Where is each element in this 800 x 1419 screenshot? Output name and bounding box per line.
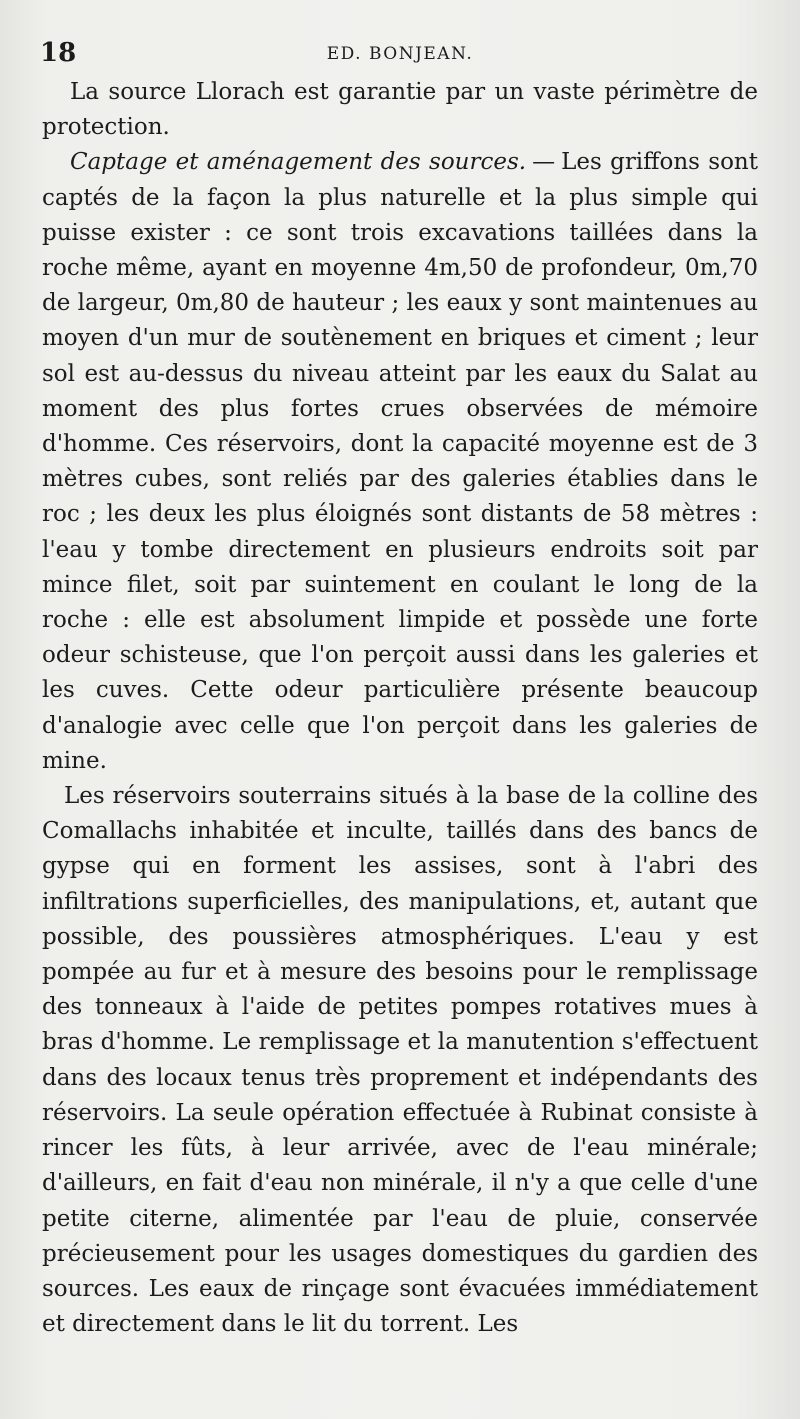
page-number: 18 xyxy=(40,38,77,68)
section-heading: Captage et aménagement des sources. xyxy=(70,149,527,176)
page-header xyxy=(40,38,760,72)
em-dash: — xyxy=(532,149,556,176)
paragraph-captage-body: Les griffons sont captés de la façon la plus naturelle et la plus simple qui puisse exister : ce sont trois excavations taillées dans la roche même, ayant en moyenne 4m,50 de profondeur, 0m,70 de largeur, 0m,80 de hauteur ; les eaux y sont maintenues au moyen d'un mur de soutènement en briques et ciment ; leur sol est au-dessus du niveau atteint par les eaux du Salat au moment des plus fortes crues observées de mémoire d'homme. Ces réservoirs, dont la capacité moyenne est de 3 mètres cubes, sont reliés par des galeries établies dans le roc ; les deux les plus éloignés sont distants de 58 mètres : l'eau y tombe directement en plusieurs endroits soit par mince filet, soit par suintement en coulant le long de la roche : elle est absolument limpide et possède une forte odeur schisteuse, que l'on perçoit aussi dans les galeries et les cuves. Cette odeur particulière présente beaucoup d'analogie avec celle que l'on perçoit dans les galeries de mine. xyxy=(42,149,758,774)
running-head: ED. BONJEAN. xyxy=(326,44,474,64)
paragraph-reservoirs: Les réservoirs souterrains situés à la base de la colline des Comallachs inhabitée et inculte, taillés dans des bancs de gypse qui en forment les assises, sont à l'abri des infiltrations superficielles, des manipulations, et, autant que possible, des poussières atmosphériques. L'eau y est pompée au fur et à mesure des besoins pour le remplissage des tonneaux à l'aide de petites pompes rotatives mues à bras d'homme. Le remplissage et la manutention s'effectuent dans des locaux tenus très proprement et indépendants des réservoirs. La seule opération effectuée à Rubinat consiste à rincer les fûts, à leur arrivée, avec de l'eau minérale; d'ailleurs, en fait d'eau non minérale, il n'y a que celle d'une petite citerne, alimentée par l'eau de pluie, conservée précieusement pour les usages domestiques du gardien des sources. Les eaux de rinçage sont évacuées immédiatement et directement dans le lit du torrent. Les xyxy=(42,783,758,1338)
paragraph-captage xyxy=(42,145,758,779)
body-text xyxy=(42,75,758,1342)
paragraph-protection: La source Llorach est garantie par un vaste périmètre de protection. xyxy=(42,79,758,141)
